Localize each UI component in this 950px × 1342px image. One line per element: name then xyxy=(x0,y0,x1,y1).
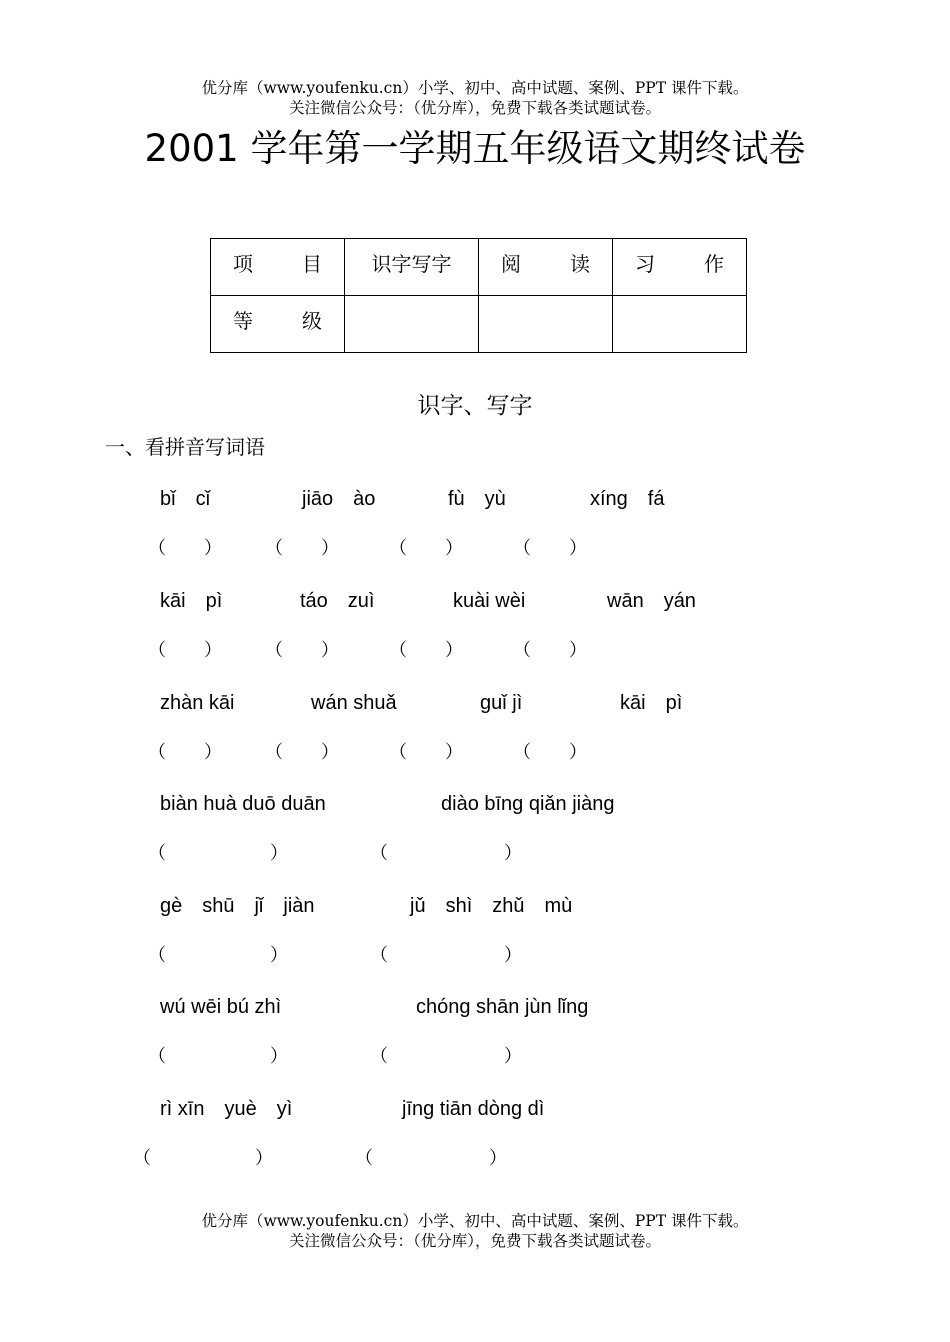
cell-reading: 阅 读 xyxy=(479,239,613,296)
pinyin: zhàn kāi xyxy=(160,692,235,714)
close-bracket: ） xyxy=(204,538,222,559)
pinyin: kāi pì xyxy=(620,692,683,714)
footer-line-1: 优分库（www.youfenku.cn）小学、初中、高中试题、案例、PPT 课件下载。 xyxy=(201,1212,749,1230)
open-bracket: （ xyxy=(370,1046,388,1067)
close-bracket: ） xyxy=(270,1046,288,1067)
close-bracket: ） xyxy=(504,1046,522,1067)
open-bracket: （ xyxy=(265,640,283,661)
pinyin: xíng fá xyxy=(590,488,665,510)
pinyin: táo zuì xyxy=(300,590,375,612)
pinyin: rì xīn yuè yì xyxy=(160,1098,293,1120)
pinyin: jiāo ào xyxy=(302,488,376,510)
close-bracket: ） xyxy=(569,538,587,559)
pinyin: kāi pì xyxy=(160,590,223,612)
header-line-1: 优分库（www.youfenku.cn）小学、初中、高中试题、案例、PPT 课件下载。 xyxy=(201,79,749,97)
close-bracket: ） xyxy=(569,640,587,661)
close-bracket: ） xyxy=(204,640,222,661)
close-bracket: ） xyxy=(445,640,463,661)
pinyin: wú wēi bú zhì xyxy=(160,996,282,1018)
pinyin: biàn huà duō duān xyxy=(160,793,326,815)
footer-line-2: 关注微信公众号：（优分库），免费下载各类试题试卷。 xyxy=(288,1232,661,1250)
open-bracket: （ xyxy=(148,640,166,661)
close-bracket: ） xyxy=(270,945,288,966)
open-bracket: （ xyxy=(265,538,283,559)
open-bracket: （ xyxy=(148,843,166,864)
open-bracket: （ xyxy=(148,945,166,966)
close-bracket: ） xyxy=(489,1148,507,1169)
open-bracket: （ xyxy=(389,640,407,661)
grade-table-row-items xyxy=(211,239,747,296)
open-bracket: （ xyxy=(389,538,407,559)
pinyin: wán shuǎ xyxy=(311,692,397,714)
open-bracket: （ xyxy=(370,843,388,864)
cell-item-label: 项 目 xyxy=(211,239,345,296)
open-bracket: （ xyxy=(133,1148,151,1169)
close-bracket: ） xyxy=(445,538,463,559)
grade-table xyxy=(210,238,747,353)
close-bracket: ） xyxy=(255,1148,273,1169)
open-bracket: （ xyxy=(389,742,407,763)
header-line-2: 关注微信公众号：（优分库），免费下载各类试题试卷。 xyxy=(288,99,661,117)
cell-literacy: 识字写字 xyxy=(345,239,479,296)
open-bracket: （ xyxy=(148,1046,166,1067)
pinyin: bǐ cǐ xyxy=(160,488,211,510)
open-bracket: （ xyxy=(513,640,531,661)
page-title: 2001 学年第一学期五年级语文期终试卷 xyxy=(144,127,806,170)
grade-table-row-grade xyxy=(211,296,747,353)
cell-grade-literacy[interactable] xyxy=(345,296,479,353)
cell-grade-label: 等 级 xyxy=(211,296,345,353)
question-1-heading: 一、看拼音写词语 xyxy=(105,435,265,459)
open-bracket: （ xyxy=(148,742,166,763)
pinyin: jīng tiān dòng dì xyxy=(402,1098,545,1120)
pinyin: wān yán xyxy=(607,590,696,612)
open-bracket: （ xyxy=(148,538,166,559)
cell-grade-writing[interactable] xyxy=(613,296,747,353)
pinyin: kuài wèi xyxy=(453,590,526,612)
cell-writing: 习 作 xyxy=(613,239,747,296)
pinyin: fù yù xyxy=(448,488,506,510)
close-bracket: ） xyxy=(504,843,522,864)
close-bracket: ） xyxy=(270,843,288,864)
open-bracket: （ xyxy=(265,742,283,763)
close-bracket: ） xyxy=(445,742,463,763)
pinyin: guǐ jì xyxy=(480,692,523,714)
close-bracket: ） xyxy=(321,640,339,661)
cell-grade-reading[interactable] xyxy=(479,296,613,353)
open-bracket: （ xyxy=(513,742,531,763)
close-bracket: ） xyxy=(321,742,339,763)
open-bracket: （ xyxy=(513,538,531,559)
close-bracket: ） xyxy=(204,742,222,763)
open-bracket: （ xyxy=(370,945,388,966)
pinyin: gè shū jǐ jiàn xyxy=(160,895,315,917)
close-bracket: ） xyxy=(321,538,339,559)
close-bracket: ） xyxy=(569,742,587,763)
close-bracket: ） xyxy=(504,945,522,966)
open-bracket: （ xyxy=(355,1148,373,1169)
pinyin: jǔ shì zhǔ mù xyxy=(410,895,573,917)
section-title: 识字、写字 xyxy=(417,393,533,419)
pinyin: chóng shān jùn lǐng xyxy=(416,996,589,1018)
pinyin: diào bīng qiǎn jiàng xyxy=(441,793,615,815)
